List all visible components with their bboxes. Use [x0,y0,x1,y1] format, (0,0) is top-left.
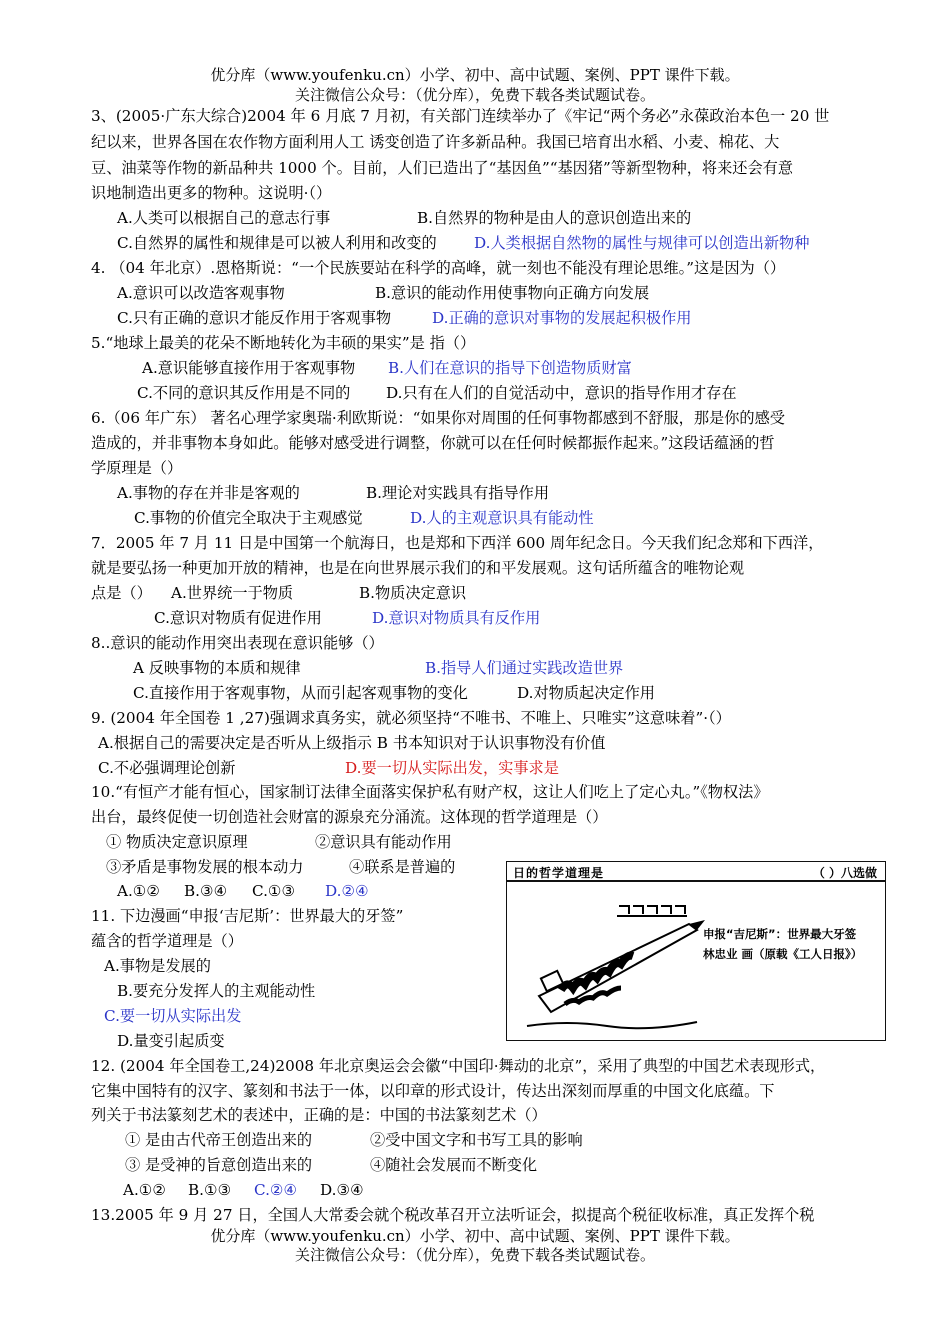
q3-stem-2: 纪以来，世界各国在农作物方面利用人工 诱变创造了许多新品种。我国已培育出水稻、小麦、棉花、大 [91,133,780,151]
footer-line-1: 优分库（www.youfenku.cn）小学、初中、高中试题、案例、PPT 课件下载。 [210,1227,740,1245]
q11-option-d: D.量变引起质变 [117,1032,225,1050]
q5-option-a: A.意识能够直接作用于客观事物 [142,359,356,377]
q12-option-c-answer: C.②④ [254,1181,298,1199]
q7-option-b: B.物质决定意识 [359,584,467,602]
footer-line-2: 关注微信公众号：（优分库），免费下载各类试题试卷。 [294,1246,655,1264]
cartoon-image [506,861,886,1041]
q12-option-d: D.③④ [320,1181,364,1199]
q9-stem: 9. (2004 年全国卷 1 ,27)强调求真务实，就必须坚持“不唯书、不唯上、只唯实”这意味着”·（） [91,709,731,727]
header-line-1: 优分库（www.youfenku.cn）小学、初中、高中试题、案例、PPT 课件下载。 [210,66,740,84]
q5-stem: 5.“地球上最美的花朵不断地转化为丰硕的果实”是 指（） [91,334,476,352]
cartoon-top-right: （ ）八选做 [812,866,877,880]
q5-option-b-answer: B.人们在意识的指导下创造物质财富 [388,359,632,377]
q8-option-d: D.对物质起决定作用 [517,684,655,702]
q12-statement-3: ③ 是受神的旨意创造出来的 [125,1156,313,1174]
q9-option-c: C.不必强调理论创新 [98,759,236,777]
q6-option-a: A.事物的存在并非是客观的 [117,484,300,502]
q4-option-b: B.意识的能动作用使事物向正确方向发展 [375,284,650,302]
q7-option-d-answer: D.意识对物质具有反作用 [372,609,541,627]
q10-statement-4: ④联系是普遍的 [349,858,456,876]
cartoon-divider [507,880,885,882]
q6-stem-3: 学原理是（） [91,459,183,477]
q12-statement-1: ① 是由古代帝王创造出来的 [125,1131,313,1149]
q6-option-b: B.理论对实践具有指导作用 [366,484,550,502]
q3-option-c: C.自然界的属性和规律是可以被人利用和改变的 [117,234,437,252]
cartoon-caption-title: 申报“吉尼斯”：世界最大牙签 [703,927,857,941]
q12-stem-3: 列关于书法篆刻艺术的表述中，正确的是：中国的书法篆刻艺术（） [91,1106,547,1124]
q5-option-c: C.不同的意识其反作用是不同的 [137,384,351,402]
q8-stem: 8..意识的能动作用突出表现在意识能够（） [91,634,384,652]
cartoon-top-text: 日的哲学道理是 [513,866,605,880]
q3-option-a: A.人类可以根据自己的意志行事 [117,209,331,227]
q4-stem: 4. （04 年北京）.恩格斯说：“一个民族要站在科学的高峰，就一刻也不能没有理论思维。”这是因为（） [91,259,786,277]
q7-option-c: C.意识对物质有促进作用 [154,609,322,627]
q11-stem-1: 11. 下边漫画“申报‘吉尼斯’：世界最大的牙签” [91,907,404,925]
q6-stem-1: 6.（06 年广东） 著名心理学家奥瑞·利欧斯说：“如果你对周围的任何事物都感到不舒服，那是你的感受 [91,409,785,427]
q11-stem-2: 蕴含的哲学道理是（） [91,932,243,950]
q7-stem-3: 点是（） [91,584,152,602]
q11-option-b: B.要充分发挥人的主观能动性 [117,982,316,1000]
q7-stem-2: 就是要弘扬一种更加开放的精神，也是在向世界展示我们的和平发展观。这句话所蕴含的唯物论观 [91,559,745,577]
q10-option-a: A.①② [117,882,161,900]
q6-option-c: C.事物的价值完全取决于主观感觉 [134,509,363,527]
q6-stem-2: 造成的，并非事物本身如此。能够对感受进行调整，你就可以在任何时候都振作起来。”这段话蕴涵的哲 [91,434,775,452]
q10-statement-1: ① 物质决定意识原理 [106,833,248,851]
q4-option-a: A.意识可以改造客观事物 [117,284,285,302]
q10-stem-2: 出台，最终促使一切创造社会财富的源泉充分涌流。这体现的哲学道理是（） [91,808,608,826]
q3-stem-1: 3、(2005·广东大综合)2004 年 6 月底 7 月初，有关部门连续举办了《牢记“两个务必”永葆政治本色一 20 世 [91,107,830,125]
q8-option-c: C.直接作用于客观事物，从而引起客观事物的变化 [133,684,468,702]
q12-statement-2: ②受中国文字和书写工具的影响 [370,1131,583,1149]
q10-statement-3: ③矛盾是事物发展的根本动力 [106,858,304,876]
q8-option-b-answer: B.指导人们通过实践改造世界 [425,659,624,677]
q8-option-a: A 反映事物的本质和规律 [133,659,301,677]
q13-stem-1: 13.2005 年 9 月 27 日，全国人大常委会就个税改革召开立法听证会，拟提高个税征收标准，真正发挥个税 [91,1206,815,1224]
q4-option-d-answer: D.正确的意识对事物的发展起积极作用 [432,309,692,327]
q9-option-ab: A.根据自己的需要决定是否听从上级指示 B 书本知识对于认识事物没有价值 [98,734,606,752]
q10-stem-1: 10.“有恒产才能有恒心，国家制订法律全面落实保护私有财产权，这让人们吃上了定心丸。”《物权法》 [91,783,769,801]
q12-option-a: A.①② [123,1181,167,1199]
q3-stem-4: 识地制造出更多的物种。这说明·（） [91,184,332,202]
q12-stem-1: 12. (2004 年全国卷工,24)2008 年北京奥运会会徽“中国印·舞动的北京”，采用了典型的中国艺术表现形式， [91,1057,826,1075]
q10-option-c: C.①③ [252,882,296,900]
toothpick-drawing [521,886,711,1036]
q9-option-d-answer: D.要一切从实际出发，实事求是 [345,759,559,777]
q3-stem-3: 豆、油菜等作物的新品种共 1000 个。目前，人们已造出了“基因鱼”“基因猪”等新型物种，将来还会有意 [91,159,794,177]
q7-option-a: A.世界统一于物质 [171,584,294,602]
q10-statement-2: ②意识具有能动作用 [315,833,452,851]
cartoon-caption-author: 林忠业 画（原载《工人日报》） [703,947,863,961]
q11-option-c-answer: C.要一切从实际出发 [104,1007,242,1025]
q3-option-b: B.自然界的物种是由人的意识创造出来的 [417,209,692,227]
q6-option-d-answer: D.人的主观意识具有能动性 [410,509,594,527]
q12-statement-4: ④随社会发展而不断变化 [370,1156,538,1174]
q5-option-d: D.只有在人们的自觉活动中，意识的指导作用才存在 [386,384,737,402]
q10-option-d-answer: D.②④ [325,882,369,900]
q10-option-b: B.③④ [184,882,228,900]
header-line-2: 关注微信公众号：（优分库），免费下载各类试题试卷。 [294,86,655,104]
q3-option-d-answer: D.人类根据自然物的属性与规律可以创造出新物种 [474,234,810,252]
q7-stem-1: 7．2005 年 7 月 11 日是中国第一个航海日，也是郑和下西洋 600 周年纪念日。今天我们纪念郑和下西洋， [91,534,824,552]
q12-stem-2: 它集中国特有的汉字、篆刻和书法于一体，以印章的形式设计，传达出深刻而厚重的中国文化底蕴。下 [91,1082,775,1100]
q12-option-b: B.①③ [188,1181,232,1199]
q4-option-c: C.只有正确的意识才能反作用于客观事物 [117,309,392,327]
q11-option-a: A.事物是发展的 [104,957,211,975]
